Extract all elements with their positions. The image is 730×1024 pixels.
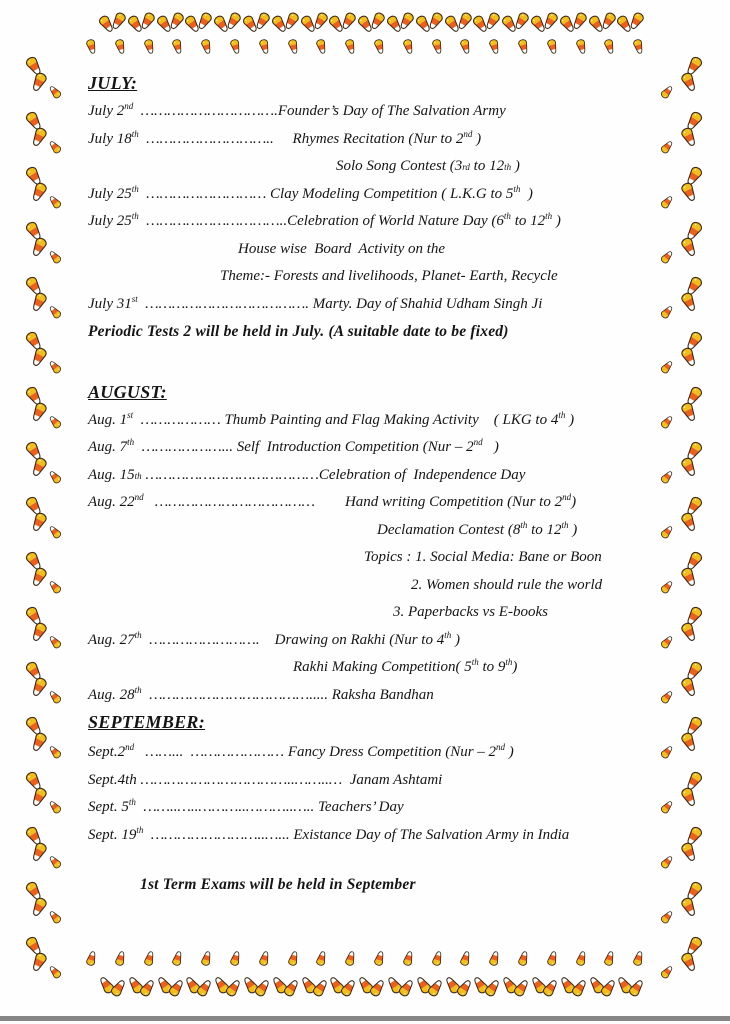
candy-corn-icon (47, 468, 64, 485)
calendar-line: Aug. 22nd ……………………………… Hand writing Competition (Nur to 2nd) (88, 492, 577, 510)
candy-corn-icon (257, 950, 272, 967)
candy-corn-icon (23, 934, 45, 958)
candy-corn-icon (84, 950, 99, 967)
candy-corn-icon (125, 974, 146, 996)
candy-corn-icon (47, 908, 64, 925)
candy-corn-icon (470, 13, 491, 35)
candy-corn-icon (326, 13, 347, 35)
candy-corn-icon (113, 950, 128, 967)
calendar-line: 2. Women should rule the world (411, 576, 603, 593)
candy-corn-icon (47, 743, 64, 760)
candy-corn-icon (28, 125, 49, 149)
candy-corn-icon (540, 977, 561, 999)
candy-corn-icon (142, 950, 157, 967)
candy-corn-icon (47, 138, 64, 155)
calendar-section-july (88, 70, 663, 346)
candy-corn-icon (338, 977, 359, 999)
calendar-line: Rakhi Making Competition( 5th to 9th) (293, 657, 518, 675)
section-heading: JULY: (88, 73, 138, 93)
candy-corn-icon (23, 769, 45, 793)
candy-corn-icon (28, 235, 49, 259)
candy-corn-icon (683, 274, 705, 298)
candy-corn-icon (171, 38, 186, 55)
candy-corn-icon (678, 345, 699, 369)
candy-corn-icon (286, 38, 301, 55)
candy-corn-icon (47, 798, 64, 815)
candy-corn-icon (28, 70, 49, 94)
candy-corn-icon (569, 10, 589, 32)
candy-corn-icon (367, 977, 388, 999)
candy-corn-icon (683, 384, 705, 408)
candy-corn-icon (47, 853, 64, 870)
candy-corn-icon (683, 549, 705, 573)
candy-corn-icon (683, 164, 705, 188)
candy-corn-icon (28, 565, 49, 589)
candy-corn-icon (211, 13, 232, 35)
candy-corn-icon (678, 235, 699, 259)
candy-corn-icon (540, 10, 560, 32)
candy-corn-icon (482, 977, 503, 999)
candy-corn-icon (28, 510, 49, 534)
candy-corn-icon (430, 950, 445, 967)
candy-corn-icon (401, 38, 416, 55)
candy-corn-icon (298, 13, 319, 35)
candy-corn-icon (326, 974, 347, 996)
candy-corn-icon (384, 13, 405, 35)
candy-corn-icon (557, 13, 578, 35)
candy-corn-icon (137, 977, 158, 999)
candy-corn-icon (528, 13, 549, 35)
calendar-section-september (88, 709, 663, 899)
calendar-line: 3. Paperbacks vs E-books (393, 604, 548, 620)
candy-corn-icon (487, 38, 502, 55)
section-heading: AUGUST: (88, 381, 167, 402)
candy-corn-icon (96, 13, 117, 35)
candy-corn-icon (442, 974, 463, 996)
candy-corn-icon (459, 950, 474, 967)
calendar-section-august (88, 379, 663, 710)
candy-corn-icon (23, 494, 45, 518)
calendar-line: Aug. 27th ……………………. Drawing on Rakhi (Nur to 4th ) (88, 629, 460, 648)
candy-corn-icon (28, 345, 49, 369)
calendar-line: Aug. 28th ………………………………..... Raksha Bandhan (88, 684, 434, 703)
candy-corn-icon (47, 633, 64, 650)
candy-corn-icon (631, 38, 646, 55)
candy-corn-icon (211, 974, 232, 996)
candy-corn-icon (23, 439, 45, 463)
candy-corn-icon (310, 10, 330, 32)
calendar-note-line: Periodic Tests 2 will be held in July. (A suitable date to be fixed) (88, 323, 509, 340)
candy-corn-icon (678, 70, 699, 94)
candy-corn-icon (125, 13, 146, 35)
candy-corn-icon (545, 38, 560, 55)
candy-corn-icon (315, 38, 330, 55)
candy-corn-icon (23, 54, 45, 78)
candy-corn-icon (47, 83, 64, 100)
candy-corn-icon (315, 950, 330, 967)
candy-corn-icon (298, 974, 319, 996)
candy-corn-icon (678, 565, 699, 589)
calendar-line: House wise Board Activity on the (238, 240, 446, 257)
candy-corn-icon (252, 977, 273, 999)
candy-corn-icon (487, 950, 502, 967)
candy-corn-icon (678, 510, 699, 534)
candy-corn-icon (425, 10, 445, 32)
candy-corn-icon (47, 413, 64, 430)
candy-corn-icon (683, 109, 705, 133)
candy-corn-icon (96, 974, 117, 996)
calendar-line: Aug. 15th …………………………………Celebration of Independence Day (88, 466, 526, 483)
calendar-line: July 18th ……………………….. Rhymes Recitation (Nur to 2nd ) (88, 128, 482, 147)
candy-corn-icon (683, 54, 705, 78)
calendar-line: July 2nd ………………………….Founder’s Day of The Salvation Army (88, 101, 506, 119)
candy-corn-icon (603, 38, 618, 55)
candy-corn-icon (678, 950, 699, 974)
candy-corn-icon (499, 974, 520, 996)
candy-corn-icon (240, 13, 261, 35)
candy-corn-icon (28, 895, 49, 919)
candy-corn-icon (631, 950, 646, 967)
candy-corn-icon (614, 13, 635, 35)
candy-corn-icon (678, 895, 699, 919)
candy-corn-icon (413, 13, 434, 35)
candy-corn-icon (483, 10, 503, 32)
candy-corn-icon (182, 13, 203, 35)
candy-corn-icon (678, 675, 699, 699)
candy-corn-icon (224, 10, 244, 32)
candy-corn-icon (23, 604, 45, 628)
candy-corn-icon (683, 879, 705, 903)
candy-corn-icon (614, 974, 635, 996)
calendar-line: Declamation Contest (8th to 12th ) (377, 519, 578, 538)
calendar-line: July 25th …………………………..Celebration of World Nature Day (6th to 12th ) (88, 211, 561, 229)
candy-corn-icon (683, 659, 705, 683)
calendar-line: Aug. 1st ……………… Thumb Painting and Flag Making Activity ( LKG to 4th ) (88, 409, 575, 428)
candy-corn-icon (199, 38, 214, 55)
candy-corn-icon (47, 303, 64, 320)
candy-corn-icon (511, 977, 532, 999)
candy-corn-icon (286, 950, 301, 967)
candy-corn-icon (28, 785, 49, 809)
candy-corn-icon (454, 10, 474, 32)
candy-corn-icon (659, 963, 676, 980)
calendar-line: Topics : 1. Social Media: Bane or Boon (364, 549, 602, 565)
calendar-note-line: 1st Term Exams will be held in September (140, 876, 416, 893)
candy-corn-icon (574, 950, 589, 967)
candy-corn-icon (199, 950, 214, 967)
candy-corn-icon (47, 248, 64, 265)
candy-corn-icon (23, 164, 45, 188)
candy-corn-icon (683, 934, 705, 958)
candy-corn-icon (384, 974, 405, 996)
candy-corn-icon (683, 219, 705, 243)
candy-corn-icon (23, 274, 45, 298)
calendar-line: July 25th ……………………… Clay Modeling Competition ( L.K.G to 5th ) (88, 183, 533, 202)
candy-corn-icon (252, 10, 272, 32)
candy-corn-icon (678, 840, 699, 864)
candy-corn-icon (678, 290, 699, 314)
calendar-line: Sept. 5th ……..…..………..………..….. Teachers’ Day (88, 797, 404, 815)
candy-corn-icon (23, 549, 45, 573)
candy-corn-icon (194, 977, 215, 999)
candy-corn-icon (454, 977, 475, 999)
candy-corn-icon (425, 977, 446, 999)
candy-corn-icon (586, 13, 607, 35)
candy-corn-icon (470, 974, 491, 996)
candy-corn-icon (23, 714, 45, 738)
candy-corn-icon (47, 963, 64, 980)
candy-corn-icon (516, 950, 531, 967)
candy-corn-icon (23, 219, 45, 243)
candy-corn-icon (626, 977, 647, 999)
candy-corn-icon (343, 38, 358, 55)
candy-corn-icon (47, 193, 64, 210)
candy-corn-icon (23, 109, 45, 133)
candy-corn-icon (598, 977, 619, 999)
candy-corn-icon (182, 974, 203, 996)
candy-corn-icon (683, 714, 705, 738)
calendar-line: Sept. 19th ……………………..…... Existance Day of The Salvation Army in India (88, 824, 570, 843)
candy-corn-icon (223, 977, 244, 999)
candy-corn-icon (396, 10, 416, 32)
candy-corn-icon (240, 974, 261, 996)
candy-corn-icon (396, 977, 417, 999)
candy-corn-icon (28, 675, 49, 699)
candy-corn-icon (372, 950, 387, 967)
candy-corn-icon (108, 10, 128, 32)
candy-corn-icon (569, 977, 590, 999)
candy-corn-icon (413, 974, 434, 996)
candy-corn-icon (28, 290, 49, 314)
candy-corn-icon (23, 659, 45, 683)
candy-corn-icon (154, 13, 175, 35)
candy-corn-icon (683, 769, 705, 793)
candy-corn-icon (574, 38, 589, 55)
candy-corn-icon (683, 824, 705, 848)
candy-corn-icon (113, 38, 128, 55)
candy-corn-icon (166, 977, 187, 999)
calendar-line: Theme:- Forests and livelihoods, Planet- Earth, Recycle (220, 268, 558, 284)
candy-corn-icon (586, 974, 607, 996)
candy-corn-icon (281, 977, 302, 999)
page-edge-bar (0, 1016, 730, 1021)
candy-corn-icon (678, 785, 699, 809)
candy-corn-icon (23, 384, 45, 408)
candy-corn-icon (401, 950, 416, 967)
candy-corn-icon (23, 329, 45, 353)
candy-corn-icon (108, 977, 129, 999)
candy-corn-icon (166, 10, 186, 32)
candy-corn-icon (228, 950, 243, 967)
calendar-line: Sept.4th ……………………………..……..… Janam Ashtami (88, 771, 443, 788)
candy-corn-icon (598, 10, 618, 32)
candy-corn-icon (171, 950, 186, 967)
candy-corn-icon (339, 10, 359, 32)
calendar-line: Aug. 7th ………………... Self Introduction Competition (Nur – 2nd ) (88, 437, 499, 455)
candy-corn-icon (47, 688, 64, 705)
calendar-line: Sept.2nd ……... ………………… Fancy Dress Competition (Nur – 2nd ) (88, 742, 514, 760)
candy-corn-icon (23, 879, 45, 903)
candy-corn-icon (678, 455, 699, 479)
candy-corn-icon (659, 908, 676, 925)
candy-corn-icon (499, 13, 520, 35)
candy-corn-icon (683, 329, 705, 353)
candy-corn-icon (528, 974, 549, 996)
candy-corn-icon (47, 578, 64, 595)
candy-corn-icon (442, 13, 463, 35)
candy-corn-icon (281, 10, 301, 32)
candy-corn-icon (678, 400, 699, 424)
candy-corn-icon (47, 358, 64, 375)
calendar-document (88, 70, 663, 899)
candy-corn-icon (368, 10, 388, 32)
candy-corn-icon (269, 13, 290, 35)
candy-corn-icon (28, 620, 49, 644)
candy-corn-icon (683, 604, 705, 628)
candy-corn-icon (257, 38, 272, 55)
candy-corn-icon (355, 974, 376, 996)
candy-corn-icon (195, 10, 215, 32)
candy-corn-icon (269, 974, 290, 996)
candy-corn-icon (28, 950, 49, 974)
candy-corn-icon (28, 400, 49, 424)
candy-corn-icon (603, 950, 618, 967)
candy-corn-icon (154, 974, 175, 996)
candy-corn-icon (137, 10, 157, 32)
candy-corn-icon (28, 730, 49, 754)
candy-corn-icon (678, 620, 699, 644)
candy-corn-icon (516, 38, 531, 55)
candy-corn-icon (430, 38, 445, 55)
candy-corn-icon (678, 180, 699, 204)
candy-corn-icon (627, 10, 647, 32)
calendar-line: July 31st ………………………………. Marty. Day of Shahid Udham Singh Ji (88, 293, 543, 312)
candy-corn-icon (678, 125, 699, 149)
candy-corn-icon (228, 38, 243, 55)
candy-corn-icon (372, 38, 387, 55)
candy-corn-icon (142, 38, 157, 55)
candy-corn-icon (47, 523, 64, 540)
candy-corn-icon (343, 950, 358, 967)
candy-corn-icon (459, 38, 474, 55)
candy-corn-icon (557, 974, 578, 996)
candy-corn-icon (355, 13, 376, 35)
candy-corn-icon (28, 180, 49, 204)
section-heading: SEPTEMBER: (88, 712, 206, 732)
candy-corn-icon (683, 439, 705, 463)
candy-corn-icon (84, 38, 99, 55)
candy-corn-icon (683, 494, 705, 518)
candy-corn-icon (23, 824, 45, 848)
calendar-line: Solo Song Contest (3rd to 12th ) (336, 158, 520, 174)
candy-corn-icon (678, 730, 699, 754)
candy-corn-icon (28, 840, 49, 864)
candy-corn-icon (545, 950, 560, 967)
candy-corn-icon (310, 977, 331, 999)
candy-corn-icon (28, 455, 49, 479)
candy-corn-icon (512, 10, 532, 32)
